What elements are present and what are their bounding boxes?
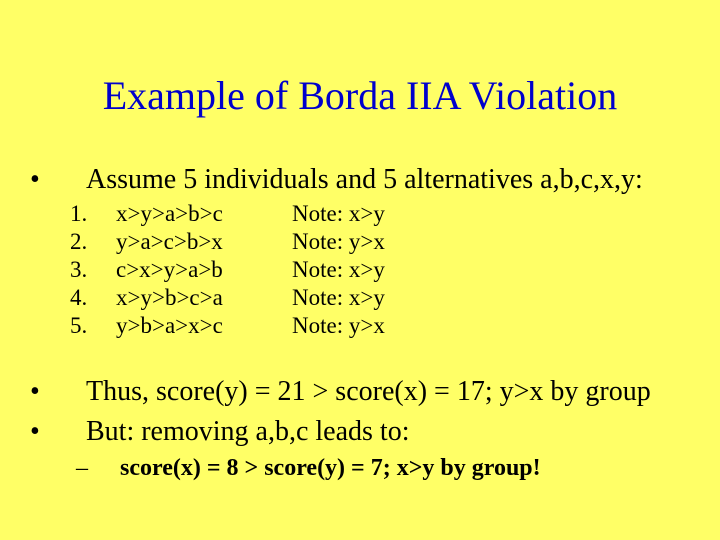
bullet-marker: • [30, 376, 40, 407]
bullet-assumption [0, 160, 720, 200]
sub-bullet-marker: – [76, 455, 88, 481]
item-number: 3. [70, 257, 88, 282]
preference-order: y>b>a>x>c [116, 313, 223, 338]
preference-note: Note: x>y [292, 257, 385, 282]
preference-note: Note: y>x [292, 229, 385, 254]
list-item [70, 200, 470, 228]
preference-order: x>y>b>c>a [116, 285, 223, 310]
list-item [70, 312, 470, 340]
bullet-conclusion [0, 372, 720, 412]
bullet-marker: • [30, 416, 40, 447]
bullet-text: Thus, score(y) = 21 > score(x) = 17; y>x by group [86, 376, 651, 407]
preference-order: y>a>c>b>x [116, 229, 223, 254]
bullet-text: But: removing a,b,c leads to: [86, 416, 410, 447]
list-item [70, 228, 470, 256]
preference-order: x>y>a>b>c [116, 201, 223, 226]
preference-note: Note: x>y [292, 285, 385, 310]
preference-note: Note: x>y [292, 201, 385, 226]
slide-title: Example of Borda IIA Violation [102, 73, 618, 118]
list-item [70, 256, 470, 284]
item-number: 4. [70, 285, 88, 310]
item-number: 5. [70, 313, 88, 338]
bullet-removal [0, 412, 720, 452]
preference-note: Note: y>x [292, 313, 385, 338]
item-number: 1. [70, 201, 88, 226]
bullet-text: Assume 5 individuals and 5 alternatives a,b,c,x,y: [86, 164, 643, 195]
preference-list [70, 200, 470, 340]
sub-bullet-text: score(x) = 8 > score(y) = 7; x>y by group! [120, 455, 541, 481]
bullet-marker: • [30, 164, 40, 195]
list-item [70, 284, 470, 312]
item-number: 2. [70, 229, 88, 254]
preference-order: c>x>y>a>b [116, 257, 223, 282]
